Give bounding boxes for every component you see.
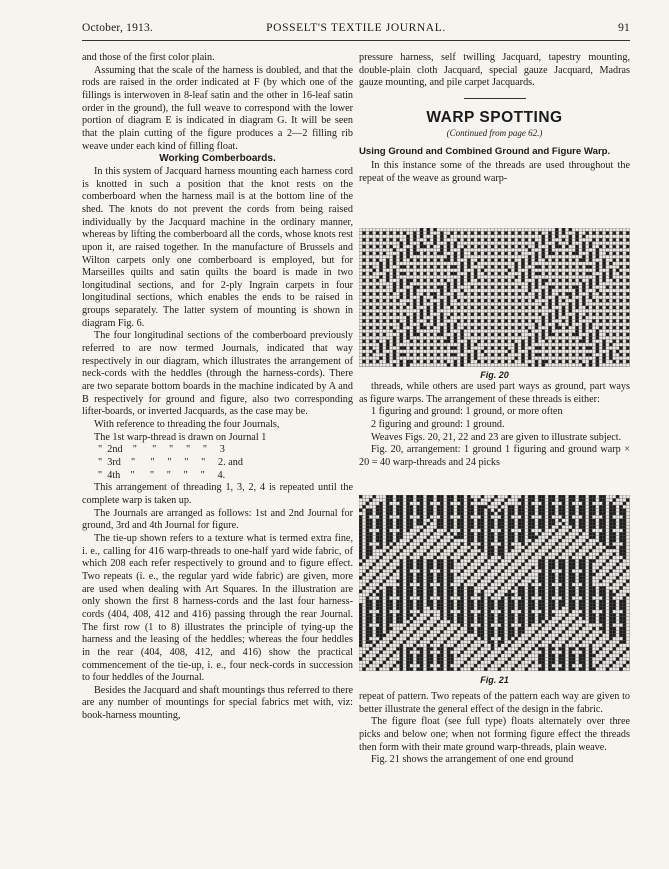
header-journal-title: POSSELT'S TEXTILE JOURNAL. — [266, 22, 446, 34]
paragraph: With reference to threading the four Journals, — [94, 419, 280, 431]
paragraph: Fig. 20, arrangement: 1 ground 1 figuring and ground warp × 20 = 40 warp-threads and 24 picks — [359, 444, 630, 468]
right-column-middle — [359, 381, 630, 470]
paragraph: The Journals are arranged as follows: 1st and 2nd Journal for ground, 3rd and 4th Journal for figure. — [82, 507, 353, 532]
arrangement-option: 2 figuring and ground: 1 ground. — [371, 418, 505, 430]
paragraph: In this instance some of the threads are used throughout the repeat of the weave as ground warp- — [359, 160, 630, 184]
paragraph: Weaves Figs. 20, 21, 22 and 23 are given to illustrate subject. — [371, 431, 622, 443]
paragraph: pressure harness, self twilling Jacquard, tapestry mounting, double-plain cloth Jacquard, special gauze Jacquard, Madras gauze mounting, and pile carpet Jacquards. — [359, 52, 630, 89]
section-title: WARP SPOTTING — [426, 108, 563, 126]
grid-lines — [359, 228, 629, 367]
thread-line: The 1st warp-thread is drawn on Journal 1 — [94, 431, 267, 443]
subheading-ground-warp: Using Ground and Combined Ground and Figure Warp. — [359, 145, 611, 157]
right-column — [359, 52, 630, 186]
paragraph: The four longitudinal sections of the comberboard previously referred to are now termed Journals, indicated that way respectively in our diagram, which illustrates the arrangement of neck-cords with the heddles (through the harness-cords). There are two separate bottom boards in the machine indicated by A and B respectively for ground and figure, also two corresponding lifter-boards, or inverted Jacquards, as the case may be. — [82, 330, 353, 418]
continued-note: (Continued from page 62.) — [446, 127, 543, 138]
section-divider — [464, 98, 526, 99]
fig20-caption: Fig. 20 — [480, 370, 509, 380]
paragraph: In this system of Jacquard harness mounting each harness cord is knotted in such a position that the knot rests on the comberboard when the harness mail is at the bottom line of the shed. The knots do not prevent the cords from being raised individually by the Jacquard machine in the ordinary manner, whereas by lifting the comberboard all the cords, whose knots rest upon it, are raised together. In the manufacture of Brussels and Wilton carpets only one comberboard is employed, but for Marseilles quilts and satin quilts the board is made in two longitudinal sections, and for 2-ply Ingrain carpets in four longitudinal sections, which enables the ends to be raised in groups separately. The latter system of mounting is shown in diagram Fig. 6. — [82, 165, 353, 329]
thread-line: " 4th " " " " " 4. — [98, 469, 226, 481]
paragraph: Besides the Jacquard and shaft mountings thus referred to there are any number of mountings for special fabrics met with, viz: book-harness mounting, — [82, 684, 353, 722]
paragraph: Fig. 21 shows the arrangement of one end ground — [371, 754, 574, 766]
page-header — [82, 22, 630, 41]
subheading-working-comberboards: Working Comberboards. — [159, 153, 276, 165]
paragraph: Assuming that the scale of the harness is doubled, and that the rods are raised in the order indicated at F (by which one of the fillings is interwoven in 8-leaf satin and the other in 16-leaf satin order in the ground), the full weave to correspond with the lower portion of diagram E is indicated in diagram G. It will be seen that the plain cutting of the figure produces a 2—2 filling rib weave under each kind of filling float. — [82, 64, 353, 152]
thread-line: " 2nd " " " " " 3 — [98, 444, 225, 456]
figure-20 — [359, 228, 630, 380]
paragraph: threads, while others are used part ways as ground, part ways as figure warps. The arrangement of these threads is either: — [359, 381, 630, 405]
fig21-caption: Fig. 21 — [480, 675, 509, 685]
figure-21 — [359, 495, 630, 685]
weave-diagram-fig21 — [359, 495, 630, 673]
right-column-bottom — [359, 691, 630, 767]
thread-line: " 3rd " " " " " 2. and — [98, 457, 243, 468]
paragraph: This arrangement of threading 1, 3, 2, 4 is repeated until the complete warp is taken up. — [82, 482, 353, 506]
paragraph: repeat of pattern. Two repeats of the pattern each way are given to better illustrate the general effect of the design in the fabric. — [359, 691, 630, 715]
grid-lines — [359, 495, 629, 671]
header-date: October, 1913. — [82, 22, 154, 34]
weave-diagram-fig20 — [359, 228, 630, 368]
left-column — [82, 52, 353, 723]
paragraph: and those of the first color plain. — [82, 52, 215, 63]
paragraph: The figure float (see full type) floats alternately over three picks and below one; when not forming figure effect the threads then form with their mate ground warp-threads, plain weave. — [359, 716, 630, 753]
header-page-number: 91 — [618, 22, 630, 34]
arrangement-option: 1 figuring and ground: 1 ground, or more often — [371, 406, 563, 418]
paragraph: The tie-up shown refers to a texture what is termed extra fine, i. e., calling for 416 warp-threads to one-half yard wide fabric, of which 208 each refer respectively to ground and to figure effect. Two repeats (i. e., the regular yard wide fabric) are given, more are used when dealing with Art Squares. In the illustration are only shown the first 8 harness-cords and the last four harness-cords (404, 408, 412 and 416) passing through the rear Journal. The first row (1 to 8) illustrates the principle of tying-up the harness and the leasing of the heddles; whereas the four heddles in the rear (404, 408, 412, and 416) show the practical commencement of the tie-up, i. e., four neck-cords in succession to four heddles of the Journal. — [82, 532, 353, 684]
